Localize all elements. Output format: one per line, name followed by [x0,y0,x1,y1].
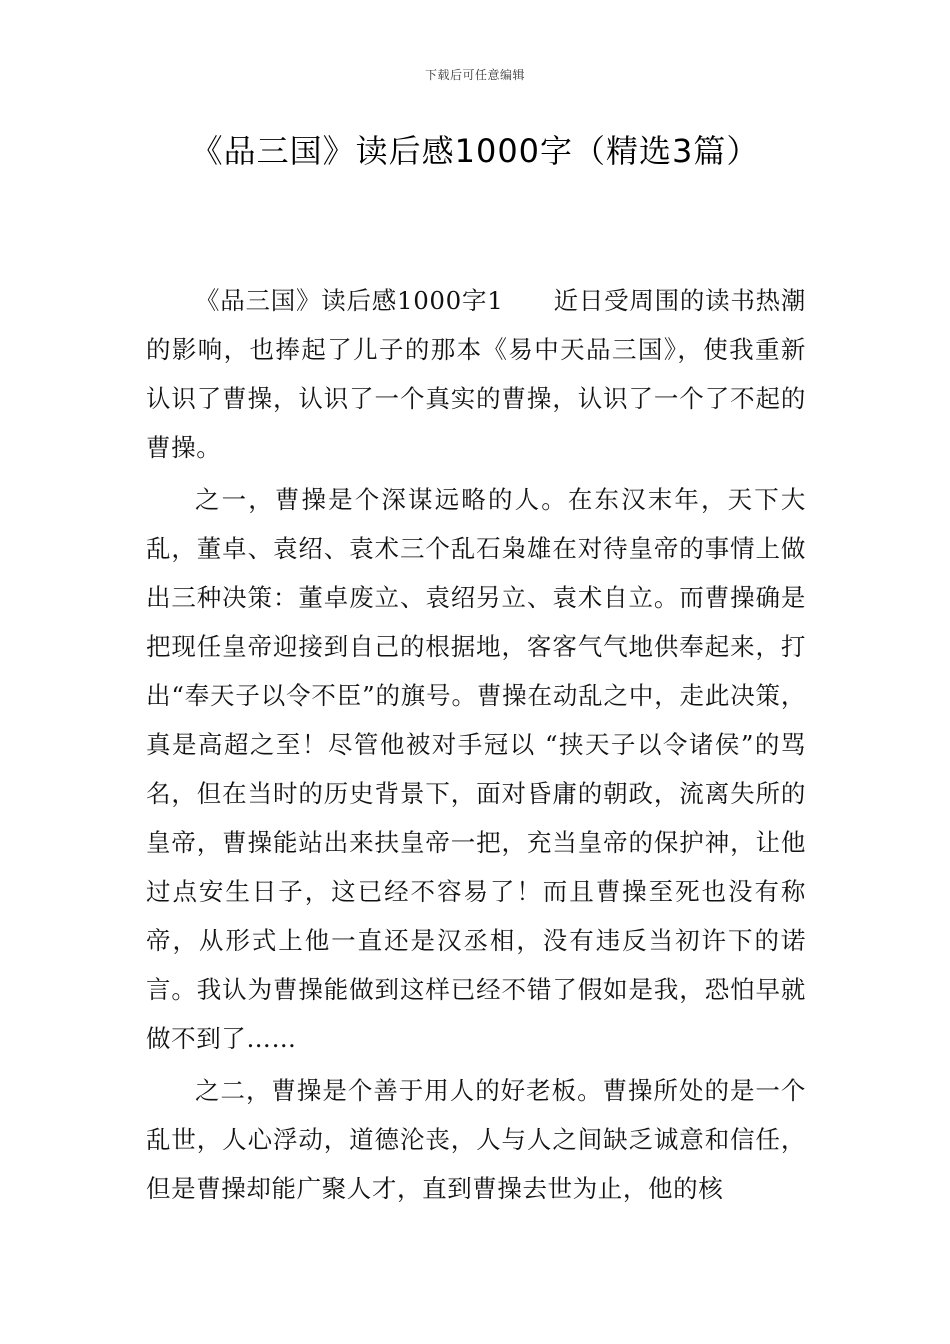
paragraph-3: 之二，曹操是个善于用人的好老板。曹操所处的是一个乱世，人心浮动，道德沦丧，人与人之间缺乏诚意和信任，但是曹操却能广聚人才，直到曹操去世为止，他的核 [146,1076,806,1203]
paragraph-2: 之一，曹操是个深谋远略的人。在东汉末年，天下大乱，董卓、袁绍、袁术三个乱石枭雄在对待皇帝的事情上做出三种决策：董卓废立、袁绍另立、袁术自立。而曹操确是把现任皇帝迎接到自己的根据地，客客气气地供奉起来，打出“奉天子以令不臣”的旗号。曹操在动乱之中，走此决策，真是高超之至！尽管他被对手冠以 “挟天子以令诸侯”的骂名，但在当时的历史背景下，面对昏庸的朝政，流离失所的皇帝，曹操能站出来扶皇帝一把，充当皇帝的保护神，让他过点安生日子，这已经不容易了！而且曹操至死也没有称帝，从形式上他一直还是汉丞相，没有违反当初许下的诺言。我认为曹操能做到这样已经不错了假如是我，恐怕早就做不到了…… [146,485,806,1053]
paragraph-1 [146,276,806,472]
document-body [146,276,806,1213]
document-title: 《品三国》读后感1000字（精选3篇） [190,132,760,170]
paragraph-1-text: 近日受周围的读书热潮的影响，也捧起了儿子的那本《易中天品三国》，使我重新认识了曹操，认识了一个真实的曹操，认识了一个了不起的曹操。 [146,286,806,462]
section-heading: 《品三国》读后感1000字1 [195,286,504,315]
header-note: 下载后可任意编辑 [424,68,525,82]
